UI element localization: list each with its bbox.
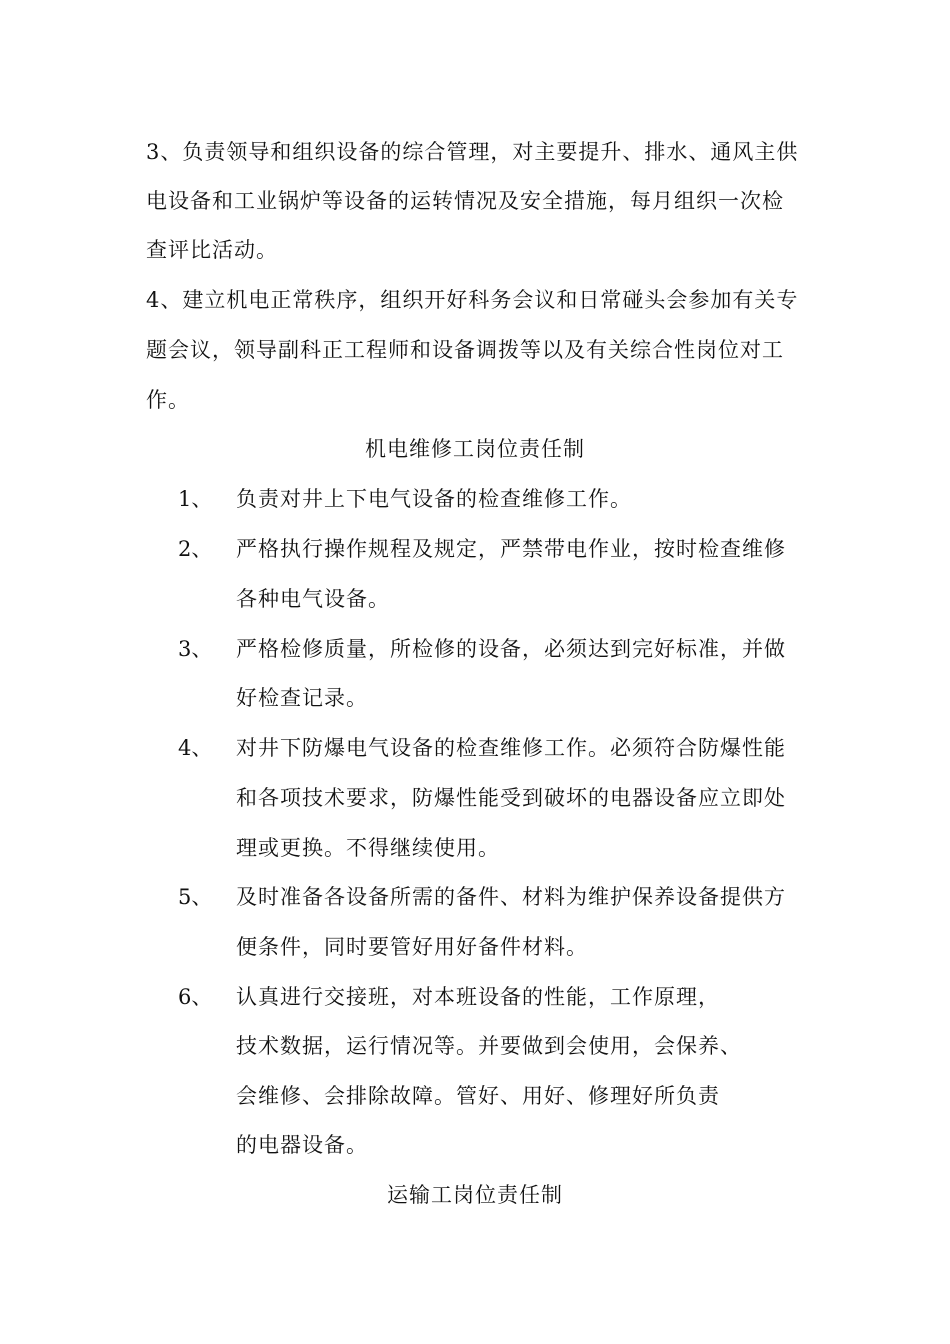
list-item-line: 好检查记录。: [236, 686, 368, 710]
paragraph-2-line-2: 题会议，领导副科正工程师和设备调拨等以及有关综合性岗位对工: [146, 338, 784, 362]
list-item-number: 2、: [178, 537, 213, 561]
list-item-line: 技术数据，运行情况等。并要做到会使用，会保养、: [236, 1034, 742, 1058]
section-title-maintenance: 机电维修工岗位责任制: [365, 437, 585, 461]
paragraph-1-line-2: 电设备和工业锅炉等设备的运转情况及安全措施，每月组织一次检: [146, 189, 784, 213]
section-title-transport: 运输工岗位责任制: [387, 1183, 563, 1207]
list-item-line: 理或更换。不得继续使用。: [236, 836, 500, 860]
list-item-line: 严格执行操作规程及规定，严禁带电作业，按时检查维修: [236, 537, 786, 561]
list-item-line: 的电器设备。: [236, 1133, 368, 1157]
list-item-line: 和各项技术要求，防爆性能受到破坏的电器设备应立即处: [236, 786, 786, 810]
list-item-number: 5、: [178, 885, 213, 909]
list-item-number: 3、: [178, 637, 213, 661]
list-item-line: 严格检修质量，所检修的设备，必须达到完好标准，并做: [236, 637, 786, 661]
list-item-line: 会维修、会排除故障。管好、用好、修理好所负责: [236, 1084, 720, 1108]
list-item-line: 负责对井上下电气设备的检查维修工作。: [236, 487, 632, 511]
list-item-line: 对井下防爆电气设备的检查维修工作。必须符合防爆性能: [236, 736, 786, 760]
paragraph-1-line-1: 3、负责领导和组织设备的综合管理，对主要提升、排水、通风主供: [146, 140, 799, 164]
list-item-number: 1、: [178, 487, 213, 511]
list-item-number: 6、: [178, 985, 213, 1009]
paragraph-2-line-3: 作。: [146, 388, 190, 412]
list-item-number: 4、: [178, 736, 213, 760]
list-item-line: 便条件，同时要管好用好备件材料。: [236, 935, 588, 959]
paragraph-2-line-1: 4、建立机电正常秩序，组织开好科务会议和日常碰头会参加有关专: [146, 288, 799, 312]
list-item-line: 认真进行交接班，对本班设备的性能，工作原理，: [236, 985, 720, 1009]
list-item-line: 各种电气设备。: [236, 587, 390, 611]
paragraph-1-line-3: 查评比活动。: [146, 238, 278, 262]
list-item-line: 及时准备各设备所需的备件、材料为维护保养设备提供方: [236, 885, 786, 909]
